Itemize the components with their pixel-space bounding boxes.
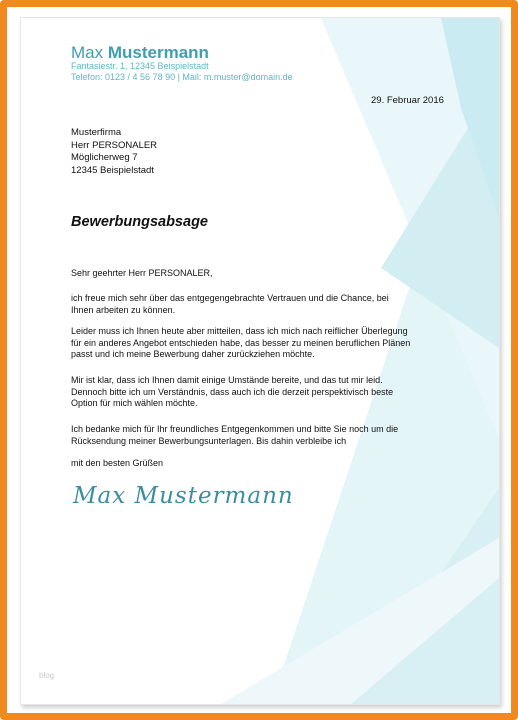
paragraph-line: Rücksendung meiner Bewerbungsunterlagen. Bis dahin verbleibe ich bbox=[71, 435, 347, 446]
sender-address: Fantasiestr. 1, 12345 Beispielstadt bbox=[71, 61, 209, 71]
recipient-company: Musterfirma bbox=[71, 127, 122, 138]
handwritten-signature: Max Mustermann bbox=[73, 483, 294, 509]
recipient-city: 12345 Beispielstadt bbox=[71, 164, 154, 176]
paragraph-line: Option für mich wählen möchte. bbox=[71, 398, 198, 408]
sender-first-name: Max bbox=[71, 43, 104, 62]
paragraph-line: Mir ist klar, dass ich Ihnen damit einige Umstände bereite, und das tut mir leid. bbox=[71, 375, 383, 385]
paragraph-line: Leider muss ich Ihnen heute aber mitteilen, dass ich mich nach reiflicher Überlegung bbox=[71, 326, 408, 336]
paragraph-2 bbox=[71, 326, 410, 361]
paragraph-line: passt und ich meine Bewerbung daher zurückziehen möchte. bbox=[71, 349, 315, 359]
watermark: blog bbox=[39, 671, 55, 680]
paragraph-1 bbox=[71, 293, 389, 316]
paragraph-line: für ein anderes Angebot entschieden habe, das besser zu meinen beruflichen Plänen bbox=[71, 337, 411, 348]
salutation: Sehr geehrter Herr PERSONALER, bbox=[71, 268, 213, 278]
letter-page bbox=[20, 17, 500, 705]
sender-name bbox=[71, 43, 209, 63]
sender-last-name: Mustermann bbox=[107, 43, 209, 62]
paragraph-line: Ich bedanke mich für Ihr freundliches Entgegenkommen und bitte Sie noch um die bbox=[71, 424, 399, 434]
paragraph-line: Ihnen arbeiten zu können. bbox=[71, 304, 176, 315]
paragraph-4 bbox=[71, 424, 398, 447]
letter-subject: Bewerbungsabsage bbox=[71, 214, 208, 230]
recipient-person: Herr PERSONALER bbox=[71, 139, 158, 151]
sender-contact: Telefon: 0123 / 4 56 78 90 | Mail: m.muster@domain.de bbox=[71, 72, 293, 82]
closing: mit den besten Grüßen bbox=[71, 458, 164, 468]
letter-date: 29. Februar 2016 bbox=[371, 95, 444, 106]
paragraph-line: ich freue mich sehr über das entgegengebrachte Vertrauen und die Chance, bei bbox=[71, 293, 389, 303]
recipient-street: Möglicherweg 7 bbox=[71, 152, 138, 163]
paragraph-3 bbox=[71, 375, 393, 410]
decorative-background-shapes bbox=[21, 18, 499, 704]
paragraph-line: Dennoch bitte ich um Verständnis, dass auch ich die derzeit perspektivisch beste bbox=[71, 386, 394, 397]
recipient-address bbox=[71, 127, 157, 177]
